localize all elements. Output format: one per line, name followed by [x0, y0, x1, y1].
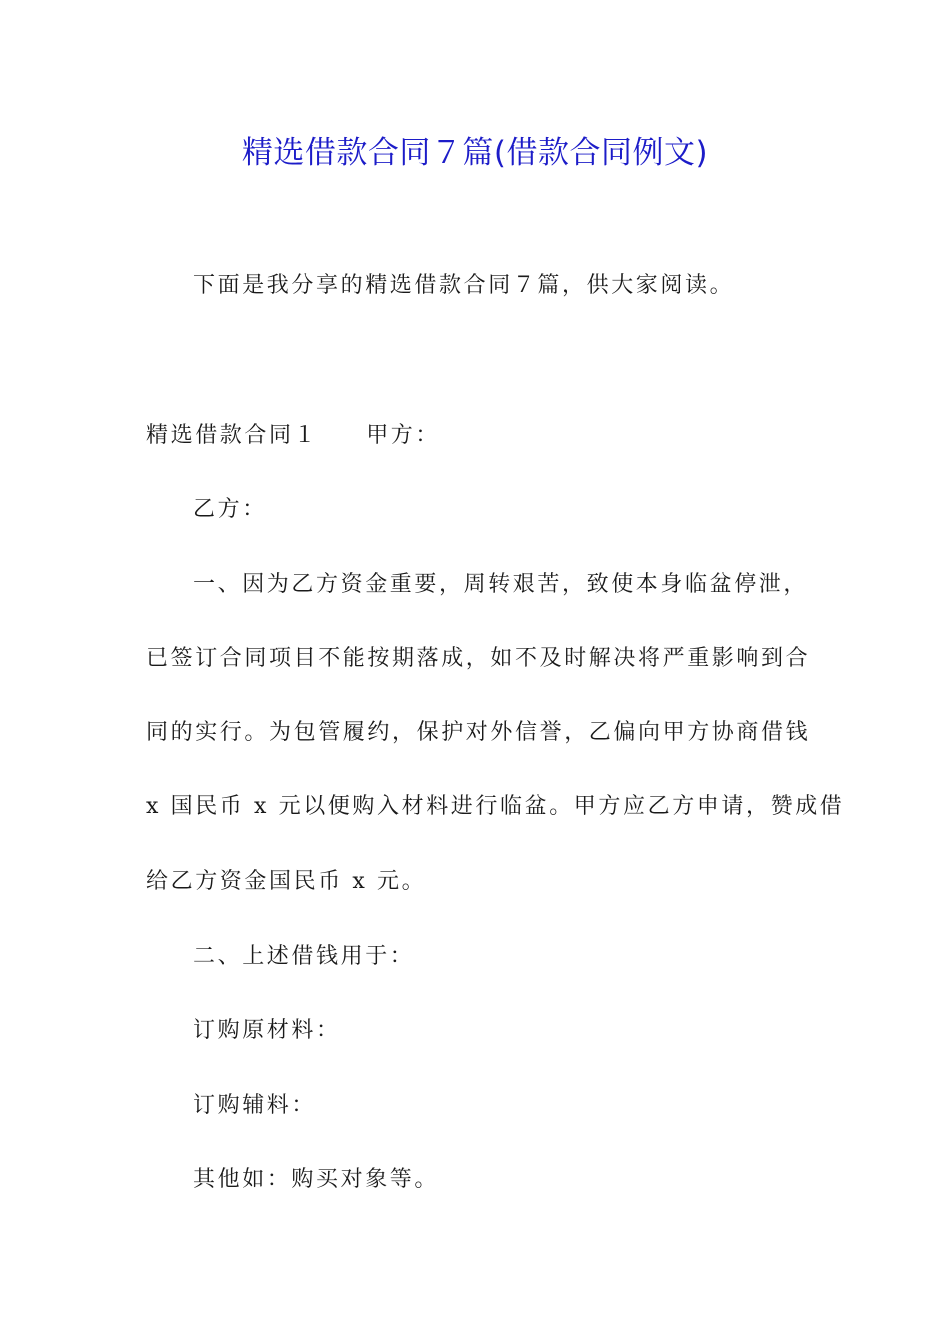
clause-1-line-2: 已签订合同项目不能按期落成，如不及时解决将严重影响到合: [146, 646, 811, 671]
clause-1-line-1: 一、因为乙方资金重要，周转艰苦，致使本身临盆停泄，: [193, 572, 809, 597]
section-heading: 精选借款合同１: [146, 423, 319, 448]
intro-paragraph: 下面是我分享的精选借款合同７篇，供大家阅读。: [193, 273, 735, 298]
document-title: 精选借款合同７篇(借款合同例文): [241, 135, 709, 171]
clause-1-line-4: x 国民币 x 元以便购入材料进行临盆。甲方应乙方申请，赞成借: [146, 794, 845, 819]
clause-2-heading: 二、上述借钱用于：: [193, 944, 415, 969]
section-heading-row: [146, 416, 440, 456]
clause-1-line-5: 给乙方资金国民币 x 元。: [146, 869, 427, 894]
party-a-label: 甲方：: [366, 423, 441, 448]
clause-1-line-3: 同的实行。为包管履约，保护对外信誉，乙偏向甲方协商借钱: [146, 720, 811, 745]
use-item-auxiliary: 订购辅料：: [193, 1093, 317, 1118]
use-item-raw-materials: 订购原材料：: [193, 1018, 341, 1043]
use-item-other: 其他如：购买对象等。: [193, 1167, 440, 1192]
party-b-label: 乙方：: [193, 497, 267, 522]
